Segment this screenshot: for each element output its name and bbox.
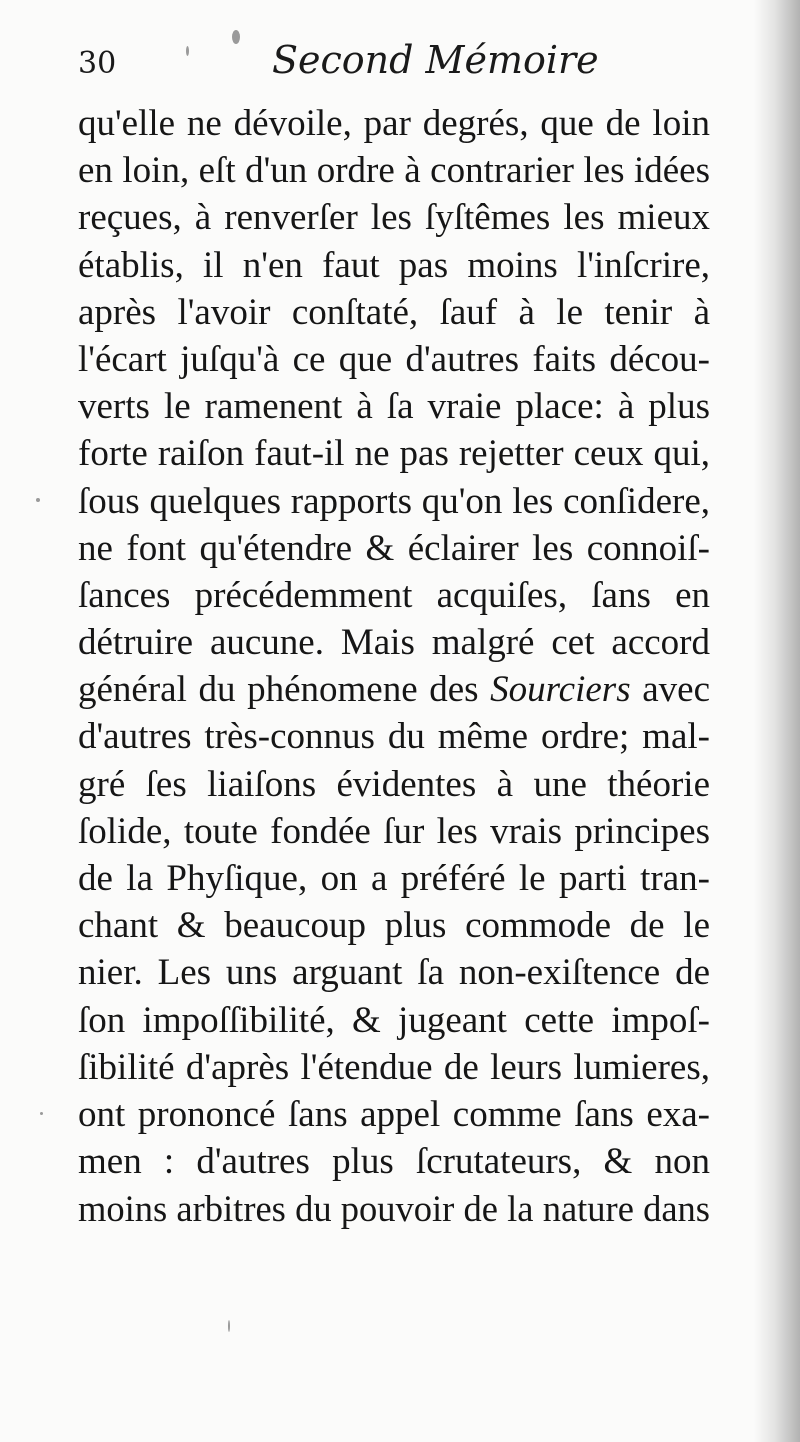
text-line: ne font qu'étendre & éclairer les connoiſ-	[78, 527, 710, 569]
text-line: après l'avoir conſtaté, ſauf à le tenir à	[78, 291, 710, 333]
text-line: ont prononcé ſans appel comme ſans exa-	[78, 1093, 710, 1135]
text-line: l'écart juſqu'à ce que d'autres faits décou-	[78, 338, 710, 380]
body-text	[78, 100, 710, 1233]
text-line: nier. Les uns arguant ſa non-exiſtence de	[78, 952, 710, 994]
text-line: moins arbitres du pouvoir de la nature dans	[78, 1188, 710, 1230]
text-line-with-italic	[78, 666, 710, 713]
page-number: 30	[78, 46, 117, 81]
text-line: ſon impoſſibilité, & jugeant cette impoſ-	[78, 999, 710, 1041]
text-line: d'autres très-connus du même ordre; mal-	[78, 716, 710, 758]
italic-word-sourciers: Sourciers	[490, 669, 631, 711]
ink-speck	[40, 1112, 43, 1115]
text-line: de la Phyſique, on a préféré le parti tran-	[78, 858, 710, 899]
ink-speck	[228, 1320, 230, 1332]
ink-speck	[36, 498, 40, 502]
page-edge-shadow	[754, 0, 800, 1442]
text-line: chant & beaucoup plus commode de le	[78, 905, 710, 947]
text-segment: avec	[642, 669, 710, 711]
text-line: verts le ramenent à ſa vraie place: à plus	[78, 386, 710, 428]
text-line: ſibilité d'après l'étendue de leurs lumieres,	[78, 1046, 710, 1088]
text-line: gré ſes liaiſons évidentes à une théorie	[78, 763, 710, 805]
text-line: forte raiſon faut-il ne pas rejetter ceux qui,	[78, 433, 710, 475]
running-title: Second Mémoire	[272, 38, 599, 82]
text-segment: général du phénomene des	[78, 669, 479, 711]
text-line: qu'elle ne dévoile, par degrés, que de loin	[78, 103, 710, 144]
text-line: ſous quelques rapports qu'on les conſidere,	[78, 480, 710, 522]
text-line: ſolide, toute fondée ſur les vrais principes	[78, 810, 710, 852]
text-line: reçues, à renverſer les ſyſtêmes les mieux	[78, 197, 710, 239]
page-header	[78, 38, 708, 92]
text-line: en loin, eſt d'un ordre à contrarier les idées	[78, 150, 710, 192]
text-line: ſances précédemment acquiſes, ſans en	[78, 574, 710, 616]
text-line: établis, il n'en faut pas moins l'inſcrire,	[78, 244, 710, 286]
text-line: détruire aucune. Mais malgré cet accord	[78, 622, 710, 664]
text-line: men : d'autres plus ſcrutateurs, & non	[78, 1141, 710, 1183]
